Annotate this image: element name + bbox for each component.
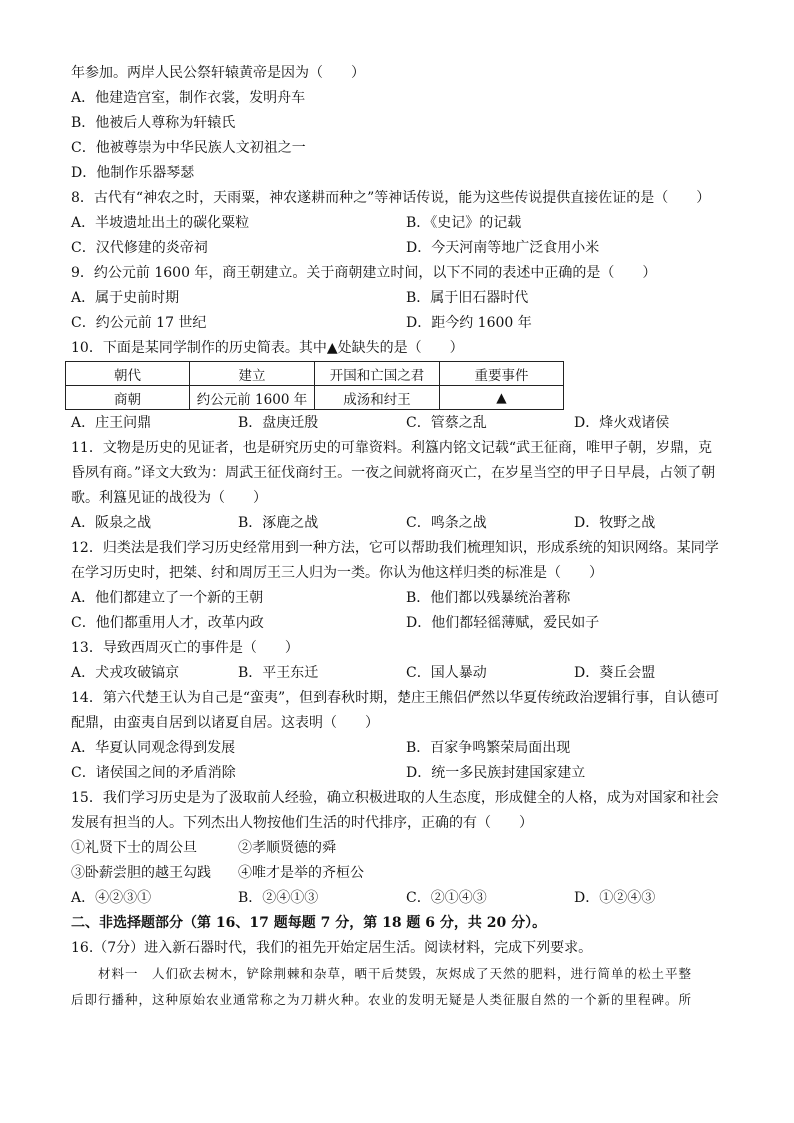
q11-stem-line: 昏夙有商。”译文大致为：周武王征伐商纣王。一夜之间就将商灭亡，在岁星当空的甲子日早晨，占领了朝	[71, 465, 716, 481]
q14-option-b: B．百家争鸣繁荣局面出现	[406, 740, 571, 756]
q14-option-d: D．统一多民族封建国家建立	[406, 765, 586, 781]
q7-stem: 年参加。两岸人民公祭轩辕黄帝是因为（ ）	[71, 65, 365, 81]
q13-option-b: B．平王东迁	[238, 665, 319, 681]
q16-stem: 16.（7分）进入新石器时代，我们的祖先开始定居生活。阅读材料，完成下列要求。	[71, 940, 593, 956]
table-header-cell: 重要事件	[440, 362, 564, 386]
q15-option-a: A．④②③①	[71, 890, 152, 906]
q9-option-d: D．距今约 1600 年	[406, 315, 532, 331]
q9-option-c: C．约公元前 17 世纪	[71, 315, 207, 331]
q9-stem: 9．约公元前 1600 年，商王朝建立。关于商朝建立时间，以下不同的表述中正确的是（ ）	[71, 265, 657, 281]
q15-option-c: C．②①④③	[406, 890, 487, 906]
q13-option-c: C．国人暴动	[406, 665, 487, 681]
q12-option-a: A．他们都建立了一个新的王朝	[71, 590, 264, 606]
q14-option-a: A．华夏认同观念得到发展	[71, 740, 236, 756]
q10-stem: 10．下面是某同学制作的历史简表。其中▲处缺失的是（ ）	[71, 340, 464, 356]
table-header-cell: 建立	[190, 362, 315, 386]
q12-option-c: C．他们都重用人才，改革内政	[71, 615, 264, 631]
q10-option-c: C．管蔡之乱	[406, 415, 487, 431]
q9-option-b: B．属于旧石器时代	[406, 290, 529, 306]
q11-option-c: C．鸣条之战	[406, 515, 487, 531]
q12-stem-line: 12．归类法是我们学习历史经常用到一种方法，它可以帮助我们梳理知识，形成系统的知识网络。某同学	[71, 540, 719, 556]
q9-option-a: A．属于史前时期	[71, 290, 180, 306]
table-header-cell: 开国和亡国之君	[315, 362, 440, 386]
q7-option-a: A．他建造宫室，制作衣裳，发明舟车	[71, 90, 306, 106]
q13-stem: 13．导致西周灭亡的事件是（ ）	[71, 640, 299, 656]
q10-option-d: D．烽火戏诸侯	[574, 415, 670, 431]
q15-item-4: ④唯才是举的齐桓公	[238, 865, 364, 881]
q12-option-d: D．他们都轻徭薄赋，爱民如子	[406, 615, 600, 631]
history-table	[65, 361, 564, 410]
q10-option-a: A．庄王问鼎	[71, 415, 152, 431]
section-2-title: 二、非选择题部分（第 16、17 题每题 7 分，第 18 题 6 分，共 20 分）。	[71, 915, 547, 931]
table-cell: 成汤和纣王	[315, 386, 440, 410]
q13-option-a: A．犬戎攻破镐京	[71, 665, 180, 681]
table-cell: 商朝	[66, 386, 190, 410]
q15-stem-line: 15．我们学习历史是为了汲取前人经验，确立积极进取的人生态度，形成健全的人格，成为对国家和社会	[71, 790, 719, 806]
table-cell-missing-marker: ▲	[440, 386, 564, 410]
q8-stem: 8．古代有“神农之时，天雨粟，神农遂耕而种之”等神话传说，能为这些传说提供直接佐证的是（ ）	[71, 190, 711, 206]
q15-stem-line: 发展有担当的人。下列杰出人物按他们生活的时代排序，正确的有（ ）	[71, 815, 533, 831]
q14-stem-line: 14．第六代楚王认为自己是“蛮夷”，但到春秋时期，楚庄王熊侣俨然以华夏传统政治逻辑行事，自认德可	[71, 690, 720, 706]
q13-option-d: D．葵丘会盟	[574, 665, 656, 681]
q11-stem-line: 歌。利簋见证的战役为（ ）	[71, 490, 267, 506]
q11-option-a: A．阪泉之战	[71, 515, 152, 531]
q7-option-b: B．他被后人尊称为轩辕氏	[71, 115, 236, 131]
q15-item-1: ①礼贤下士的周公旦	[71, 840, 197, 856]
q12-stem-line: 在学习历史时，把桀、纣和周厉王三人归为一类。你认为他这样归类的标准是（ ）	[71, 565, 603, 581]
table-cell: 约公元前 1600 年	[190, 386, 315, 410]
q10-option-b: B．盘庚迁殷	[238, 415, 319, 431]
q16-material-line: 材料一 人们砍去树木，铲除荆棘和杂草，晒干后焚毁，灰烬成了天然的肥料，进行简单的松土平整	[71, 966, 693, 981]
q11-option-d: D．牧野之战	[574, 515, 656, 531]
q14-option-c: C．诸侯国之间的矛盾消除	[71, 765, 236, 781]
q15-item-2: ②孝顺贤德的舜	[238, 840, 336, 856]
q15-item-3: ③卧薪尝胆的越王勾践	[71, 865, 211, 881]
q8-option-c: C．汉代修建的炎帝祠	[71, 240, 208, 256]
q14-stem-line: 配鼎，由蛮夷自居到以诸夏自居。这表明（ ）	[71, 715, 379, 731]
table-header-row	[66, 362, 564, 386]
q11-stem-line: 11．文物是历史的见证者，也是研究历史的可靠资料。利簋内铭文记载“武王征商，唯甲子朝，岁鼎，克	[71, 440, 712, 456]
q12-option-b: B．他们都以残暴统治著称	[406, 590, 571, 606]
q8-option-a: A．半坡遗址出土的碳化粟粒	[71, 215, 250, 231]
table-header-cell: 朝代	[66, 362, 190, 386]
q16-material-line: 后即行播种，这种原始农业通常称之为刀耕火种。农业的发明无疑是人类征服自然的一个新的里程碑。所	[71, 992, 693, 1007]
table-row	[66, 386, 564, 410]
q15-option-b: B．②④①③	[238, 890, 319, 906]
q7-option-c: C．他被尊崇为中华民族人文初祖之一	[71, 140, 306, 156]
q15-option-d: D．①②④③	[574, 890, 656, 906]
q8-option-d: D．今天河南等地广泛食用小米	[406, 240, 600, 256]
q7-option-d: D．他制作乐器琴瑟	[71, 165, 195, 181]
q11-option-b: B．涿鹿之战	[238, 515, 319, 531]
q8-option-b: B．《史记》的记载	[406, 215, 522, 231]
